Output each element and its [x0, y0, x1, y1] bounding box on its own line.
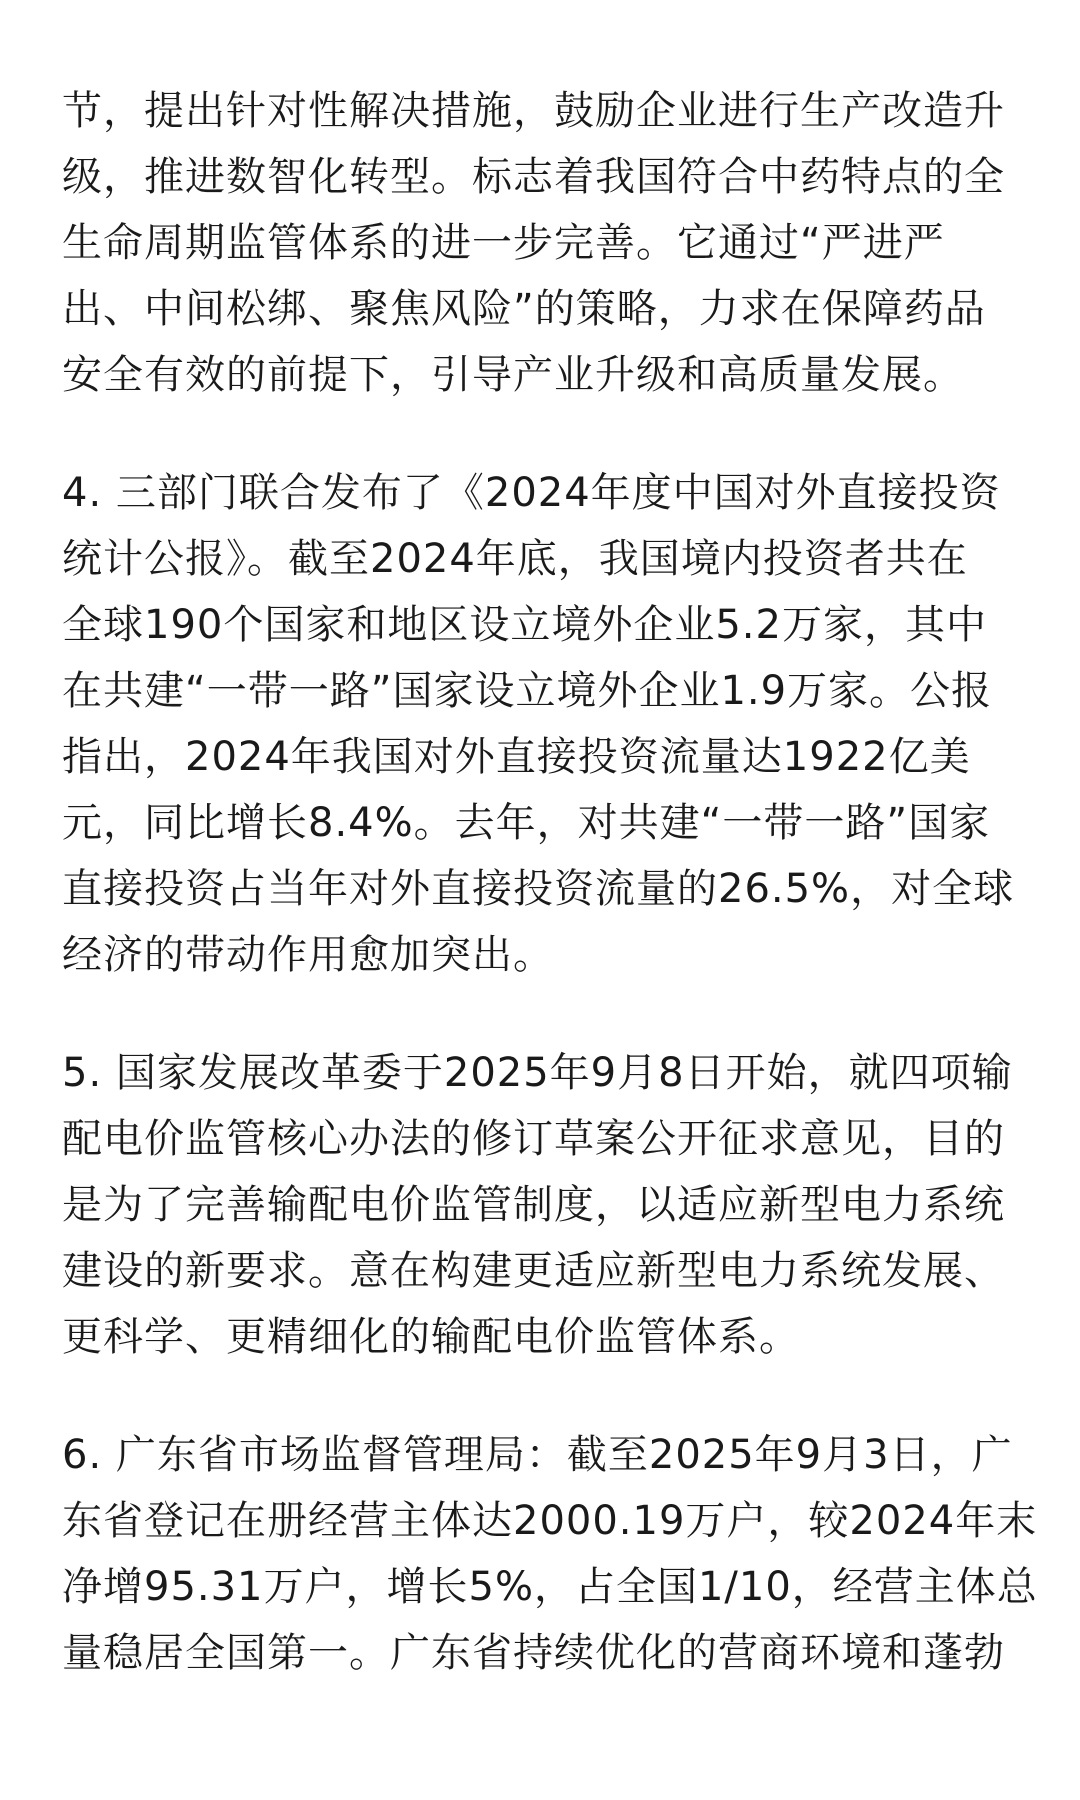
article-body: [62, 78, 1038, 1738]
text-line: 节，提出针对性解决措施，鼓励企业进行生产改造升: [62, 88, 1005, 134]
text-line: 经济的带动作用愈加突出。: [62, 932, 554, 978]
text-line: 元，同比增长8.4%。去年，对共建“一带一路”国家: [62, 800, 991, 846]
text-line: 4. 三部门联合发布了《2024年度中国对外直接投资: [62, 470, 1001, 516]
text-line: 净增95.31万户，增长5%，占全国1/10，经营主体总: [62, 1564, 1038, 1610]
text-line: 出、中间松绑、聚焦风险”的策略，力求在保障药品: [62, 286, 986, 332]
paragraph-3-continuation: [62, 78, 1022, 408]
text-line: 6. 广东省市场监督管理局：截至2025年9月3日，广: [62, 1432, 1013, 1478]
paragraph-6: [62, 1422, 1038, 1686]
paragraph-4: [62, 460, 1022, 988]
text-line: 配电价监管核心办法的修订草案公开征求意见，目的: [62, 1116, 1005, 1162]
text-line: 是为了完善输配电价监管制度，以适应新型电力系统: [62, 1182, 1005, 1228]
text-line: 更科学、更精细化的输配电价监管体系。: [62, 1314, 800, 1360]
text-line: 量稳居全国第一。广东省持续优化的营商环境和蓬勃: [62, 1630, 1005, 1676]
text-line: 全球190个国家和地区设立境外企业5.2万家，其中: [62, 602, 987, 648]
text-line: 级，推进数智化转型。标志着我国符合中药特点的全: [62, 154, 1005, 200]
paragraph-5: [62, 1040, 1022, 1370]
text-line: 安全有效的前提下，引导产业升级和高质量发展。: [62, 352, 964, 398]
text-line: 生命周期监管体系的进一步完善。它通过“严进严: [62, 220, 945, 266]
text-line: 东省登记在册经营主体达2000.19万户，较2024年末: [62, 1498, 1038, 1544]
text-line: 建设的新要求。意在构建更适应新型电力系统发展、: [62, 1248, 1005, 1294]
text-line: 指出，2024年我国对外直接投资流量达1922亿美: [62, 734, 971, 780]
text-line: 统计公报》。截至2024年底，我国境内投资者共在: [62, 536, 968, 582]
text-line: 直接投资占当年对外直接投资流量的26.5%，对全球: [62, 866, 1015, 912]
text-line: 5. 国家发展改革委于2025年9月8日开始，就四项输: [62, 1050, 1013, 1096]
text-line: 在共建“一带一路”国家设立境外企业1.9万家。公报: [62, 668, 993, 714]
